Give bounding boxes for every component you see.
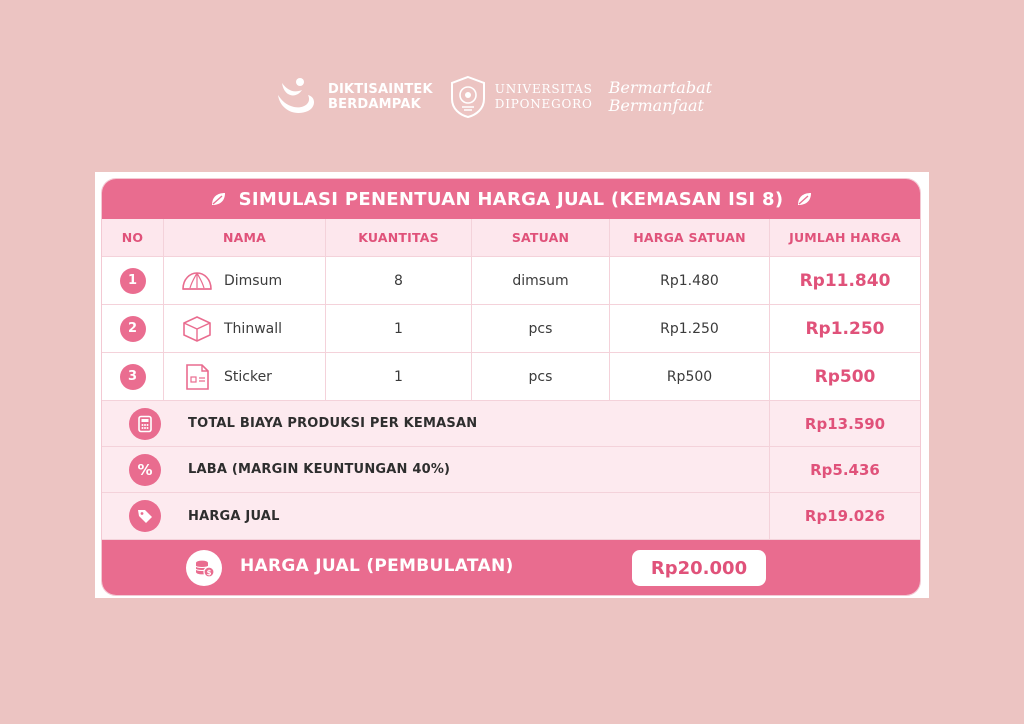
- col-header-unit: SATUAN: [472, 219, 610, 257]
- dimsum-icon: [180, 267, 214, 295]
- col-header-no: NO: [102, 219, 164, 257]
- dikti-emblem-icon: [272, 73, 320, 121]
- tagline: [609, 79, 712, 115]
- undip-seal-icon: [449, 75, 487, 119]
- row-number: 3: [120, 364, 146, 390]
- col-header-total: JUMLAH HARGA: [770, 219, 920, 257]
- header-logos: [272, 72, 712, 122]
- item-total: Rp500: [770, 353, 920, 401]
- item-qty: 1: [326, 353, 472, 401]
- item-unit-price: Rp500: [610, 353, 770, 401]
- summary-label: TOTAL BIAYA PRODUKSI PER KEMASAN: [188, 416, 478, 431]
- rounded-price-label: HARGA JUAL (PEMBULATAN): [240, 556, 514, 576]
- item-total: Rp1.250: [770, 305, 920, 353]
- item-unit: pcs: [472, 353, 610, 401]
- summary-row-profit: [102, 447, 920, 493]
- item-unit-price: Rp1.250: [610, 305, 770, 353]
- item-qty: 8: [326, 257, 472, 305]
- rounded-price-value: Rp20.000: [632, 550, 766, 586]
- box-icon: [180, 315, 214, 343]
- item-name: Dimsum: [224, 272, 283, 289]
- item-total: Rp11.840: [770, 257, 920, 305]
- calculator-icon: [129, 408, 161, 440]
- col-header-name: NAMA: [164, 219, 326, 257]
- undip-line2: DIPONEGORO: [494, 97, 593, 111]
- table-row: [102, 257, 920, 305]
- dikti-line2: BERDAMPAK: [328, 97, 421, 112]
- summary-value: Rp13.590: [770, 401, 920, 447]
- col-header-qty: KUANTITAS: [326, 219, 472, 257]
- svg-text:$: $: [206, 569, 212, 577]
- sticker-icon: [180, 363, 214, 391]
- summary-value: Rp19.026: [770, 493, 920, 540]
- item-unit: dimsum: [472, 257, 610, 305]
- dikti-line1: DIKTISAINTEK: [328, 82, 433, 97]
- undip-logo: [449, 75, 593, 119]
- item-unit-price: Rp1.480: [610, 257, 770, 305]
- undip-line1: UNIVERSITAS: [494, 82, 593, 96]
- summary-label: LABA (MARGIN KEUNTUNGAN 40%): [188, 462, 451, 477]
- table-header-row: [102, 219, 920, 257]
- leaf-icon: [795, 190, 813, 208]
- coins-icon: [186, 550, 222, 586]
- item-unit: pcs: [472, 305, 610, 353]
- row-number: 2: [120, 316, 146, 342]
- row-number: 1: [120, 268, 146, 294]
- table-row: [102, 353, 920, 401]
- footer-bar: [102, 540, 920, 595]
- tagline-line1: Bermartabat: [608, 78, 713, 97]
- summary-value: Rp5.436: [770, 447, 920, 493]
- summary-row-total-cost: [102, 401, 920, 447]
- tagline-line2: Bermanfaat: [608, 96, 704, 115]
- pricing-table-card: [102, 179, 920, 595]
- summary-label: HARGA JUAL: [188, 508, 280, 524]
- dikti-logo: [272, 73, 433, 121]
- col-header-unit-price: HARGA SATUAN: [610, 219, 770, 257]
- item-name: Sticker: [224, 368, 272, 385]
- table-title: SIMULASI PENENTUAN HARGA JUAL (KEMASAN ISI 8): [238, 188, 784, 210]
- leaf-icon: [209, 190, 227, 208]
- summary-row-selling-price: [102, 493, 920, 540]
- item-qty: 1: [326, 305, 472, 353]
- percent-icon: %: [129, 454, 161, 486]
- title-bar: [102, 179, 920, 219]
- item-name: Thinwall: [224, 320, 282, 337]
- table-row: [102, 305, 920, 353]
- price-tag-icon: [129, 500, 161, 532]
